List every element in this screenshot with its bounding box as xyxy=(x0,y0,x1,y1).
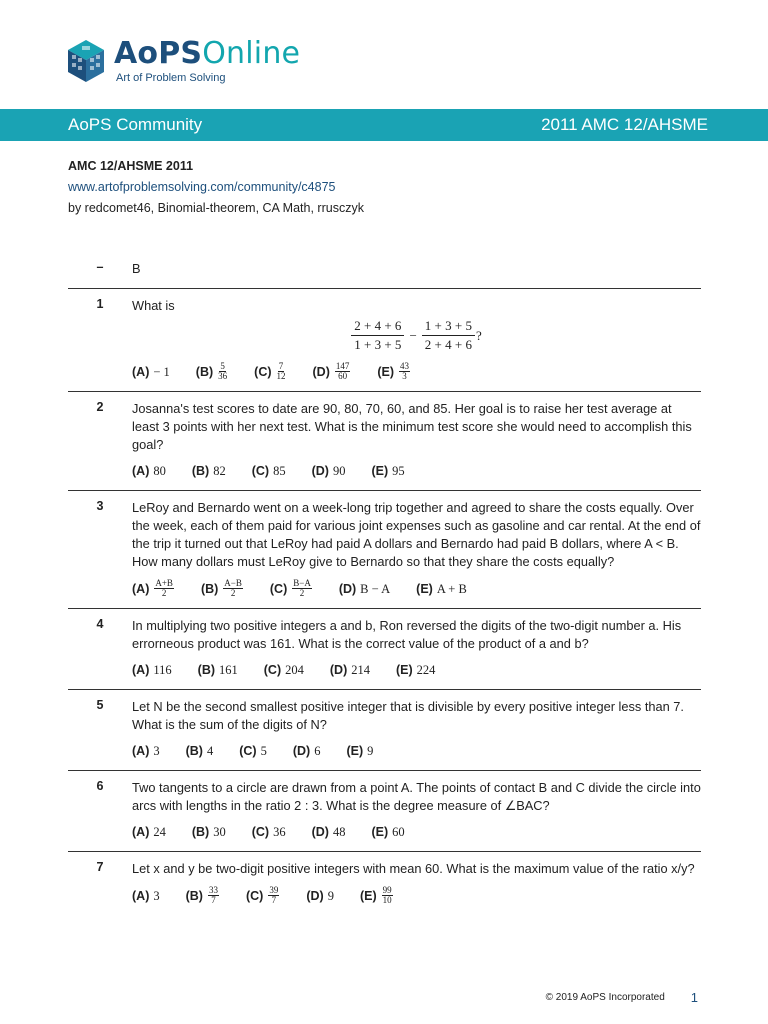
display-fraction xyxy=(422,317,475,354)
contest-title: AMC 12/AHSME 2011 xyxy=(68,159,194,173)
problem-text: Let x and y be two-digit positive integers with mean 60. What is the maximum value of the ratio x/y? xyxy=(132,861,695,876)
answer-choice[interactable] xyxy=(186,886,220,905)
problem-text: LeRoy and Bernardo went on a week-long trip together and agreed to share the costs equally. Over the week, each of them paid for various joint expenses such as gasoline and car rental. At the end of the trip it turned out that LeRoy had paid A dollars and Bernardo had paid B dollars, where A < B. How many dollars must LeRoy give to Bernardo so that they share the costs equally? xyxy=(132,500,701,569)
banner-community[interactable]: AoPS Community xyxy=(68,115,203,134)
choice-fraction xyxy=(218,362,227,381)
problem-number: – xyxy=(96,260,104,274)
choice-label: (D) xyxy=(311,825,329,839)
choice-value: 5 xyxy=(260,744,267,758)
answer-choices xyxy=(132,742,701,760)
answer-choice[interactable] xyxy=(312,823,346,841)
answer-choices xyxy=(132,886,701,905)
answer-choices xyxy=(132,823,701,841)
problem-row xyxy=(68,491,701,609)
answer-choice[interactable] xyxy=(192,823,226,841)
answer-choice[interactable] xyxy=(306,887,334,905)
problem-row xyxy=(68,852,701,915)
answer-choice[interactable] xyxy=(198,661,238,679)
choice-label: (D) xyxy=(292,744,311,758)
problem-body xyxy=(132,297,701,381)
problem-body xyxy=(132,499,701,598)
choice-label: (B) xyxy=(185,744,203,758)
fraction-denominator: 7 xyxy=(211,895,216,905)
fraction-denominator: 36 xyxy=(218,371,228,381)
problem-row xyxy=(68,771,701,852)
problem-body xyxy=(132,779,701,841)
answer-choice[interactable] xyxy=(293,742,321,760)
problem-body xyxy=(132,860,701,905)
question-mark: ? xyxy=(475,327,482,343)
answer-choice[interactable] xyxy=(201,579,244,598)
fraction-denominator: 10 xyxy=(382,895,392,905)
choice-value: 9 xyxy=(367,744,374,758)
answer-choice[interactable] xyxy=(132,823,166,841)
choice-label: (A) xyxy=(132,888,150,903)
choice-label: (E) xyxy=(371,825,389,839)
aops-cube-icon xyxy=(66,38,106,84)
choice-label: (D) xyxy=(312,364,330,379)
choice-value: 224 xyxy=(416,663,436,677)
choice-value: B − A xyxy=(360,581,391,596)
fraction-denominator: 12 xyxy=(276,371,286,381)
choice-value: 95 xyxy=(392,464,405,478)
choice-fraction xyxy=(154,579,174,598)
choice-label: (E) xyxy=(377,364,395,379)
answer-choice[interactable] xyxy=(196,362,228,381)
answer-choice[interactable] xyxy=(416,580,467,598)
problem-text: Josanna's test scores to date are 90, 80, 70, 60, and 85. Her goal is to raise her test average at least 3 points with her next test. What is the minimum test score she would need to accomplish this goal? xyxy=(132,401,692,452)
problem-number: 5 xyxy=(96,698,104,712)
problem-body xyxy=(132,698,701,760)
choice-value: 82 xyxy=(213,464,226,478)
problem-list xyxy=(68,252,701,915)
problem-text: What is xyxy=(132,298,175,313)
fraction-denominator: 2 xyxy=(230,588,236,598)
choice-label: (A) xyxy=(132,581,150,596)
answer-choice[interactable] xyxy=(377,362,411,381)
fraction-numerator: 147 xyxy=(335,361,350,371)
logo-aops: AoPS xyxy=(114,36,203,71)
choice-label: (B) xyxy=(197,663,216,677)
contest-meta xyxy=(68,156,364,219)
fraction-numerator: A−B xyxy=(224,578,242,588)
choice-label: (C) xyxy=(239,744,257,758)
fraction-numerator: 39 xyxy=(269,885,279,895)
choice-value: 60 xyxy=(392,825,405,839)
banner-contest: 2011 AMC 12/AHSME xyxy=(541,115,708,134)
choice-fraction xyxy=(399,362,410,381)
choice-label: (D) xyxy=(338,581,357,596)
problem-number: 6 xyxy=(96,779,104,793)
answer-choice[interactable] xyxy=(132,887,160,905)
logo-online: Online xyxy=(202,36,301,71)
answer-choice[interactable] xyxy=(132,363,170,381)
fraction-numerator: 2 + 4 + 6 xyxy=(351,317,404,336)
fraction-numerator: 5 xyxy=(220,361,225,371)
answer-choice[interactable] xyxy=(192,462,226,480)
choice-value: 85 xyxy=(273,464,286,478)
choice-fraction xyxy=(208,886,219,905)
choice-label: (E) xyxy=(416,581,433,596)
choice-fraction xyxy=(268,886,279,905)
fraction-denominator: 2 + 4 + 6 xyxy=(424,337,472,352)
fraction-denominator: 1 + 3 + 5 xyxy=(354,337,402,352)
choice-label: (C) xyxy=(269,581,288,596)
answer-choice[interactable] xyxy=(254,362,286,381)
problem-body xyxy=(132,617,701,679)
choice-label: (A) xyxy=(132,364,150,379)
choice-label: (E) xyxy=(395,663,413,677)
choice-label: (B) xyxy=(191,825,210,839)
choice-fraction xyxy=(292,579,312,598)
answer-choice[interactable] xyxy=(270,579,313,598)
problem-number: 3 xyxy=(96,499,104,513)
answer-choice[interactable] xyxy=(396,661,435,679)
answer-choice[interactable] xyxy=(371,462,404,480)
answer-choice[interactable] xyxy=(312,462,346,480)
choice-value: 24 xyxy=(153,825,166,839)
choice-value: 30 xyxy=(213,825,226,839)
choice-value: − 1 xyxy=(153,364,170,379)
answer-choices xyxy=(132,462,701,480)
authors: by redcomet46, Binomial-theorem, CA Math, rrusczyk xyxy=(68,201,364,215)
copyright: © 2019 AoPS Incorporated xyxy=(545,992,665,1003)
answer-choice[interactable] xyxy=(264,661,304,679)
problem-text: In multiplying two positive integers a and b, Ron reversed the digits of the two-digit number a. His errorneous product was 161. What is the correct value of the product of a and b? xyxy=(132,618,682,651)
choice-value: 3 xyxy=(153,744,160,758)
choice-value: 204 xyxy=(285,663,304,677)
choice-label: (E) xyxy=(371,464,389,478)
choice-label: (E) xyxy=(359,888,377,903)
choice-fraction xyxy=(277,362,286,381)
problem-text: Let N be the second smallest positive integer that is divisible by every positive integer less than 7. What is the sum of the digits of N? xyxy=(132,699,684,732)
choice-label: (D) xyxy=(311,464,329,478)
choice-fraction xyxy=(382,886,393,905)
problem-body xyxy=(132,260,701,278)
answer-choices xyxy=(132,579,701,598)
problem-text: Two tangents to a circle are drawn from a point A. The points of contact B and C divide the circle into arcs with lengths in the ratio 2 : 3. What is the degree measure of ∠BAC? xyxy=(132,780,701,813)
fraction-numerator: 7 xyxy=(278,361,284,371)
problem-row xyxy=(68,252,701,289)
answer-choice[interactable] xyxy=(132,661,172,679)
choice-label: (C) xyxy=(251,464,270,478)
choice-value: 116 xyxy=(153,663,172,677)
answer-choices xyxy=(132,661,701,679)
fraction-numerator: 33 xyxy=(208,885,218,895)
choice-label: (C) xyxy=(263,663,282,677)
choice-value: 48 xyxy=(332,825,346,839)
choice-label: (C) xyxy=(245,888,264,903)
fraction-denominator: 60 xyxy=(338,371,348,381)
fraction-numerator: 1 + 3 + 5 xyxy=(422,317,475,336)
logo-tagline: Art of Problem Solving xyxy=(116,72,226,84)
answer-choice[interactable] xyxy=(346,742,373,760)
answer-choice[interactable] xyxy=(339,580,390,598)
choice-value: 90 xyxy=(332,464,346,478)
fraction-numerator: 43 xyxy=(400,361,410,371)
header-banner xyxy=(0,109,768,141)
answer-choice[interactable] xyxy=(371,823,404,841)
problem-number: 1 xyxy=(96,297,104,311)
choice-value: 4 xyxy=(206,744,214,758)
choice-label: (D) xyxy=(306,888,324,903)
choice-label: (A) xyxy=(132,464,150,478)
problem-row xyxy=(68,289,701,392)
answer-choice[interactable] xyxy=(252,823,286,841)
fraction-denominator: 2 xyxy=(161,588,167,598)
answer-choice[interactable] xyxy=(132,742,160,760)
community-link[interactable]: www.artofproblemsolving.com/community/c4875 xyxy=(68,180,336,194)
choice-fraction xyxy=(223,579,243,598)
choice-label: (B) xyxy=(200,581,219,596)
choice-value: 80 xyxy=(153,464,166,478)
answer-choices xyxy=(132,362,701,381)
page-number: 1 xyxy=(690,990,698,1005)
fraction-denominator: 2 xyxy=(299,588,305,598)
answer-choice[interactable] xyxy=(132,579,175,598)
answer-choice[interactable] xyxy=(186,742,214,760)
fraction-numerator: 99 xyxy=(382,885,392,895)
problem-row xyxy=(68,690,701,771)
answer-choice[interactable] xyxy=(239,742,267,760)
choice-value: 9 xyxy=(327,888,334,903)
display-fraction xyxy=(351,317,404,354)
page-footer xyxy=(546,990,698,1005)
choice-value: 161 xyxy=(219,663,238,677)
choice-label: (E) xyxy=(346,744,364,758)
answer-choice[interactable] xyxy=(252,462,286,480)
choice-value: 36 xyxy=(273,825,286,839)
minus-sign: − xyxy=(409,327,417,343)
choice-value: 3 xyxy=(153,888,160,903)
choice-label: (A) xyxy=(132,663,150,677)
answer-choice[interactable] xyxy=(360,886,394,905)
problem-text: B xyxy=(132,261,141,276)
problem-number: 2 xyxy=(96,400,104,414)
choice-label: (B) xyxy=(191,464,210,478)
problem-number: 7 xyxy=(96,860,104,874)
fraction-denominator: 3 xyxy=(402,371,407,381)
fraction-denominator: 7 xyxy=(271,895,277,905)
problem-row xyxy=(68,609,701,690)
fraction-numerator: B−A xyxy=(293,578,311,588)
choice-value: 214 xyxy=(351,663,370,677)
choice-label: (D) xyxy=(329,663,348,677)
choice-label: (C) xyxy=(251,825,270,839)
answer-choice[interactable] xyxy=(313,362,352,381)
answer-choice[interactable] xyxy=(246,886,280,905)
aops-online-logo[interactable] xyxy=(66,38,300,90)
problem-number: 4 xyxy=(96,617,104,631)
choice-value: A + B xyxy=(436,581,467,596)
choice-label: (A) xyxy=(132,825,150,839)
choice-label: (A) xyxy=(132,744,150,758)
choice-label: (C) xyxy=(254,364,272,379)
answer-choice[interactable] xyxy=(132,462,166,480)
fraction-numerator: A+B xyxy=(155,578,173,588)
choice-value: 6 xyxy=(314,744,321,758)
problem-body xyxy=(132,400,701,480)
choice-label: (B) xyxy=(185,888,203,903)
choice-fraction xyxy=(335,362,351,381)
choice-label: (B) xyxy=(195,364,214,379)
problem-row xyxy=(68,392,701,491)
display-equation xyxy=(132,317,701,354)
answer-choice[interactable] xyxy=(330,661,370,679)
